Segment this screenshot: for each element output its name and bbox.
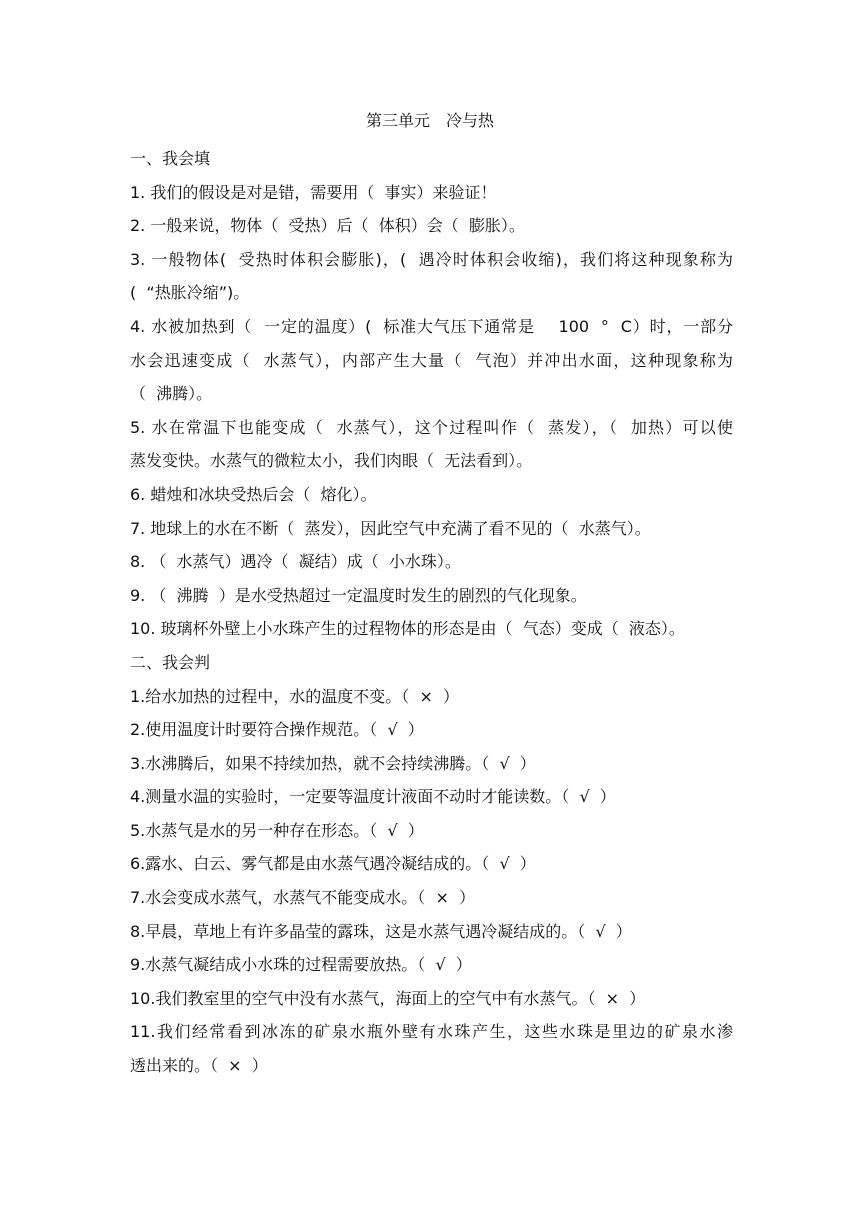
judge-item-10: 10.我们教室里的空气中没有水蒸气，海面上的空气中有水蒸气。（ × ） <box>130 988 646 1008</box>
fill-item-1: 1. 我们的假设是对是错，需要用（ 事实）来验证！ <box>130 182 497 202</box>
judge-item-3: 3.水沸腾后，如果不持续加热，就不会持续沸腾。（ √ ） <box>130 753 536 773</box>
judge-item-4: 4.测量水温的实验时，一定要等温度计液面不动时才能读数。（ √ ） <box>130 787 616 807</box>
fill-item-7: 7. 地球上的水在不断（ 蒸发），因此空气中充满了看不见的（ 水蒸气）。 <box>130 518 651 538</box>
fill-item-9: 9. （ 沸腾 ）是水受热超过一定温度时发生的剧烈的气化现象。 <box>130 585 587 605</box>
section-heading-fill: 一、我会填 <box>130 149 211 168</box>
fill-item-2: 2. 一般来说，物体（ 受热）后（ 体积）会（ 膨胀）。 <box>130 216 525 236</box>
fill-item-6: 6. 蜡烛和冰块受热后会（ 熔化）。 <box>130 484 377 504</box>
judge-item-11-line-1: 11.我们经常看到冰冻的矿泉水瓶外壁有水珠产生，这些水珠是里边的矿泉水渗 <box>130 1022 733 1042</box>
judge-item-6: 6.露水、白云、雾气都是由水蒸气遇冷凝结成的。（ √ ） <box>130 854 536 874</box>
section-heading-judge: 二、我会判 <box>130 652 211 672</box>
judge-item-5: 5.水蒸气是水的另一种存在形态。（ √ ） <box>130 820 424 840</box>
fill-item-10: 10. 玻璃杯外壁上小水珠产生的过程物体的形态是由（ 气态）变成（ 液态）。 <box>130 619 685 639</box>
fill-item-5-line-2: 蒸发变快。水蒸气的微粒太小，我们肉眼（ 无法看到）。 <box>130 451 533 471</box>
fill-item-3-line-2: ( “热胀冷缩”)。 <box>130 283 250 303</box>
judge-item-11-line-2: 透出来的。（ × ） <box>130 1056 268 1076</box>
fill-item-4-line-3: （ 沸腾）。 <box>130 384 213 404</box>
judge-item-9: 9.水蒸气凝结成小水珠的过程需要放热。（ √ ） <box>130 955 472 975</box>
fill-item-4-line-1: 4. 水被加热到（ 一定的温度）( 标准大气压下通常是 100 ° C）时，一部分 <box>130 316 733 336</box>
fill-item-5-line-1: 5. 水在常温下也能变成（ 水蒸气），这个过程叫作（ 蒸发），（ 加热）可以使 <box>130 417 733 437</box>
fill-item-4-line-2: 水会迅速变成（ 水蒸气），内部产生大量（ 气泡）并冲出水面，这种现象称为 <box>130 350 733 370</box>
judge-item-8: 8.早晨，草地上有许多晶莹的露珠，这是水蒸气遇冷凝结成的。（ √ ） <box>130 921 632 941</box>
page-title: 第三单元 冷与热 <box>365 111 494 130</box>
fill-item-3-line-1: 3. 一般物体( 受热时体积会膨胀)，( 遇冷时体积会收缩)，我们将这种现象称为 <box>130 249 733 269</box>
document-body <box>130 142 733 1083</box>
fill-item-8: 8. （ 水蒸气）遇冷（ 凝结）成（ 小水珠）。 <box>130 552 461 572</box>
judge-item-7: 7.水会变成水蒸气，水蒸气不能变成水。（ × ） <box>130 888 476 908</box>
judge-item-2: 2.使用温度计时要符合操作规范。（ √ ） <box>130 720 424 740</box>
judge-item-1: 1.给水加热的过程中，水的温度不变。（ × ） <box>130 686 460 706</box>
